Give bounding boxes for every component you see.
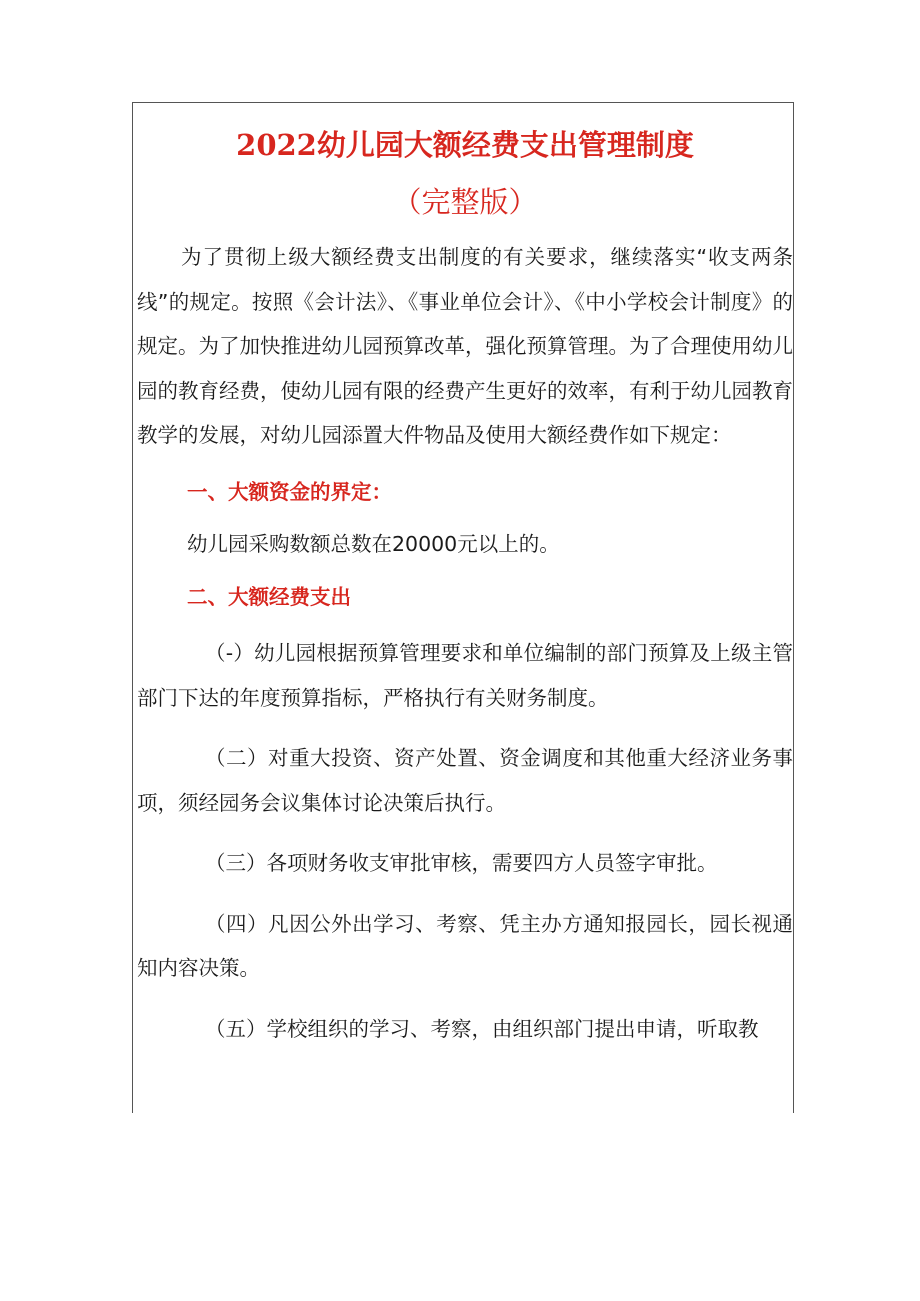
list-item: （四）凡因公外出学习、考察、凭主办方通知报园长，园长视通知内容决策。 [137,911,793,980]
list-item: （-）幼儿园根据预算管理要求和单位编制的部门预算及上级主管部门下达的年度预算指标，严格执行有关财务制度。 [137,641,793,710]
definition-text: 幼儿园采购数额总数在20000元以上的。 [187,532,560,556]
document-subtitle: （完整版） [392,185,538,219]
document-page [132,102,794,1113]
document-title: 2022幼儿园大额经费支出管理制度 [236,128,694,162]
document-body [137,103,793,1051]
list-item: （五）学校组织的学习、考察，由组织部门提出申请，听取教 [205,1016,759,1041]
section-heading-definition: 一、大额资金的界定： [187,479,392,504]
section-heading-expenditure: 二、大额经费支出 [187,584,351,609]
list-item: （二）对重大投资、资产处置、资金调度和其他重大经济业务事项，须经园务会议集体讨论决策后执行。 [137,746,793,815]
intro-paragraph: 为了贯彻上级大额经费支出制度的有关要求，继续落实“收支两条线”的规定。按照《会计法》、《事业单位会计》、《中小学校会计制度》的规定。为了加快推进幼儿园预算改革，强化预算管理。为了合理使用幼儿园的教育经费，使幼儿园有限的经费产生更好的效率，有利于幼儿园教育教学的发展，对幼儿园添置大件物品及使用大额经费作如下规定： [137,245,793,447]
list-item: （三）各项财务收支审批审核，需要四方人员签字审批。 [205,851,718,875]
